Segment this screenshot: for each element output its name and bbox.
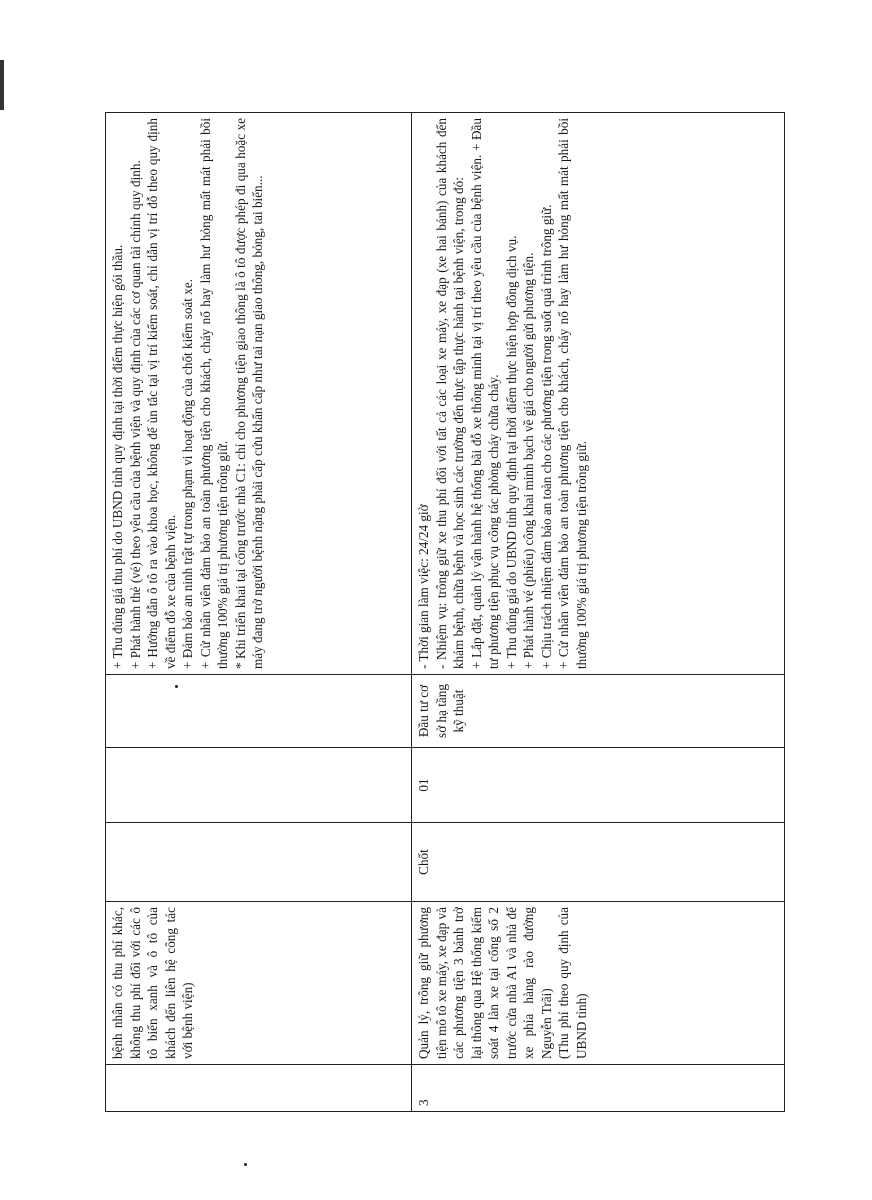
requirements-cell — [412, 113, 785, 675]
service-name-cell — [412, 902, 785, 1065]
service-requirements-table — [105, 112, 785, 1112]
requirement-line: + Phát hành thẻ (vé) theo yêu cầu của bệnh viện và quy định của các cơ quan tài chính quy định. — [127, 160, 143, 669]
row-number-cell: 3 — [412, 1065, 785, 1112]
requirement-line: + Hướng dẫn ô tô ra vào khoa học, không để ùn tắc tại vị trí kiểm soát, chỉ dẫn vị trí đỗ theo quy định về điểm đỗ xe của bệnh viện. — [145, 118, 178, 669]
requirement-line: + Cử nhân viên đảm bảo an toàn phương tiện cho khách, cháy nổ hay làm hư hỏng mất mát phải bồi thường 100% giá trị phương tiện trông giữ. — [197, 118, 230, 669]
requirement-line: + Phát hành vé (phiếu) công khai minh bạch về giá cho người gửi phương tiện. — [521, 252, 536, 669]
service-name-cell — [106, 902, 412, 1065]
requirement-line: - Nhiệm vụ: trông giữ xe thu phí đối với tất cả các loại xe máy, xe đạp (xe hai bánh) của khách đến khám bệnh, chữa bệnh và học sinh các trường đến thực tập thực hành tại bệnh viện, trong đó: — [433, 118, 466, 669]
service-name-note: (Thu phí theo quy định của UBND tỉnh) — [556, 907, 589, 1059]
requirement-line: + Cử nhân viên đảm bảo an toàn phương tiện cho khách, cháy nổ hay làm hư hỏng mất mát phải bồi thường 100% giá trị phương tiện trông giữ. — [556, 118, 589, 669]
quantity-cell: 01 — [412, 748, 785, 823]
unit-cell: Chốt — [412, 823, 785, 902]
investment-cell — [106, 675, 412, 748]
unit-cell — [106, 823, 412, 902]
requirement-line: + Thu đúng giá thu phí do UBND tỉnh quy định tại thời điểm thực hiện gói thầu. — [110, 244, 125, 669]
table-row — [412, 113, 785, 1112]
requirements-cell — [106, 113, 412, 675]
requirement-line: + Thu đúng giá do UBND tỉnh quy định tại thời điểm thực hiện hợp đồng dịch vụ. — [503, 235, 519, 669]
requirement-line: + Đảm bảo an ninh trật tự trong phạm vi hoạt động của chốt kiểm soát xe. — [180, 279, 195, 669]
scan-speck — [244, 1163, 247, 1166]
row-number-cell — [106, 1065, 412, 1112]
requirement-line: - Thời gian làm việc: 24/24 giờ — [416, 504, 431, 669]
rotated-page — [105, 112, 785, 1112]
requirement-line: * Khi triển khai tại cổng trước nhà C1: chỉ cho phương tiện giao thông là ô tô được phép đi qua hoặc xe máy đang trở người bệnh nặng phải cấp cứu khẩn cấp như tai nạn giao thông, bỏng, tai biến... — [232, 118, 265, 669]
requirement-line: + Lắp đặt, quản lý vận hành hệ thống bãi đỗ xe thông minh tại vị trí theo yêu cầu của bệnh viện. + Đầu tư phương tiện phục vụ công tác phòng cháy chữa cháy. — [468, 118, 501, 669]
investment-cell: Đầu tư cơ sở hạ tầng kỹ thuật — [412, 675, 785, 748]
requirement-line: + Chịu trách nhiệm đảm bảo an toàn cho các phương tiện trong suốt quá trình trông giữ. — [538, 204, 554, 669]
service-name: bệnh nhân có thu phí khác, không thu phí đối với các ô tô biển xanh và ô tô của khách đến liên hệ công tác với bệnh viện) — [110, 907, 195, 1059]
scan-edge-mark — [0, 60, 4, 110]
service-name: Quản lý, trông giữ phương tiện mô tô xe máy, xe đạp và các phương tiện 3 bánh trở lại thông qua Hệ thống kiểm soát 4 làn xe tại cổng số 2 trước cửa nhà A1 và nhà để xe phía hàng rào đường Nguyễn Trãi) — [416, 907, 554, 1059]
quantity-cell — [106, 748, 412, 823]
table-row — [106, 113, 412, 1112]
